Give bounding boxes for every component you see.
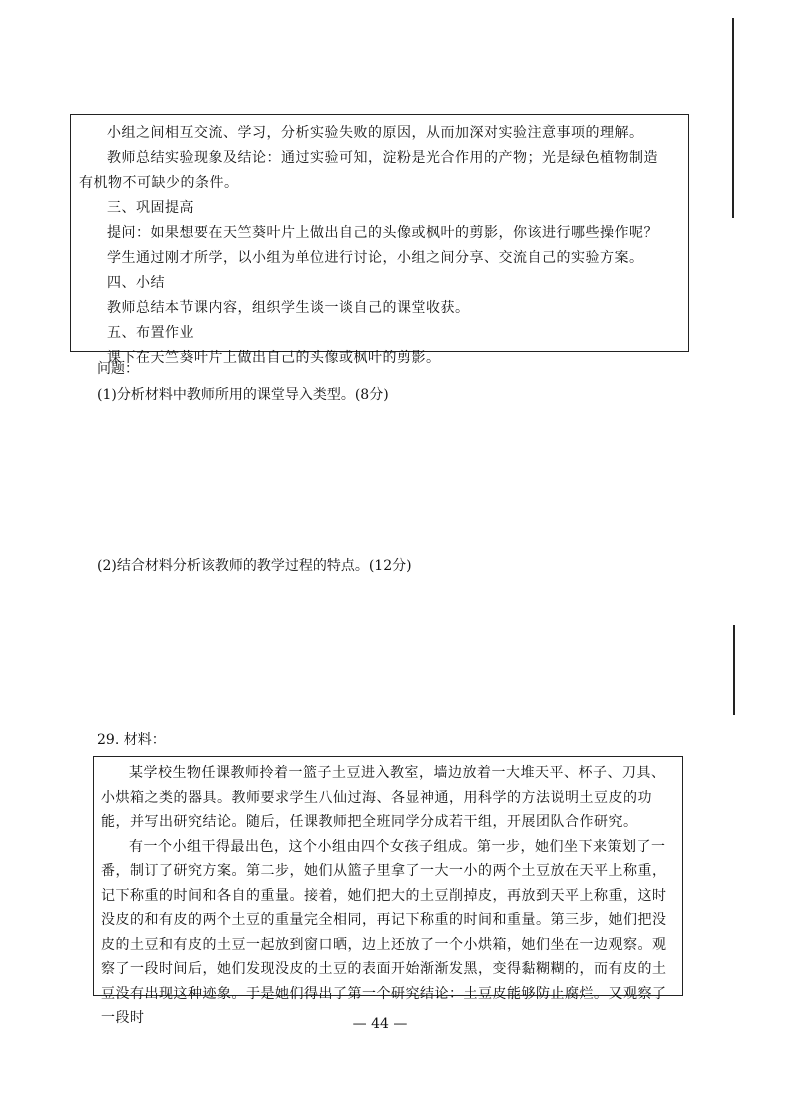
box1-line-5: 提问：如果想要在天竺葵叶片上做出自己的头像或枫叶的剪影，你该进行哪些操作呢？ [107, 225, 658, 241]
q29-paragraph-1: 某学校生物任课教师拎着一篮子土豆进入教室，墙边放着一大堆天平、杯子、刀具、小烘箱之类的器具。教师要求学生八仙过海、各显神通，用科学的方法说明土豆皮的功能，并写出研究结论。随后，任课教师把全班同学分成若干组，开展团队合作研究。 [101, 765, 666, 830]
q29-label: 29. 材料： [97, 732, 166, 748]
question-2: (2)结合材料分析该教师的教学过程的特点。(12分) [97, 558, 412, 574]
questions-label: 问题： [97, 361, 139, 377]
box1-line-8: 教师总结本节课内容，组织学生谈一谈自己的课堂收获。 [107, 300, 470, 316]
box1-line-1: 小组之间相互交流、学习，分析实验失败的原因，从而加深对实验注意事项的理解。 [107, 125, 644, 141]
box1-heading-consolidate: 三、巩固提高 [107, 200, 194, 216]
page-number: — 44 — [352, 1016, 408, 1032]
scan-edge-line-middle [733, 625, 735, 715]
question-1: (1)分析材料中教师所用的课堂导入类型。(8分) [97, 387, 389, 403]
box1-heading-summary: 四、小结 [107, 275, 165, 291]
box1-line-10: 课下在天竺葵叶片上做出自己的头像或枫叶的剪影。 [107, 350, 441, 366]
box1-line-6: 学生通过刚才所学，以小组为单位进行讨论，小组之间分享、交流自己的实验方案。 [107, 250, 644, 266]
scan-edge-line-top [732, 18, 734, 218]
box1-heading-homework: 五、布置作业 [107, 325, 194, 341]
box1-line-3: 有机物不可缺少的条件。 [79, 175, 239, 191]
box1-line-2: 教师总结实验现象及结论：通过实验可知，淀粉是光合作用的产物；光是绿色植物制造 [107, 150, 658, 166]
q29-paragraph-2: 有一个小组干得最出色，这个小组由四个女孩子组成。第一步，她们坐下来策划了一番，制订了研究方案。第二步，她们从篮子里拿了一大一小的两个土豆放在天平上称重，记下称重的时间和各自的重量。接着，她们把大的土豆削掉皮，再放到天平上称重，这时没皮的和有皮的两个土豆的重量完全相同，再记下称重的时间和重量。第三步，她们把没皮的土豆和有皮的土豆一起放到窗口晒，边上还放了一个小烘箱，她们坐在一边观察。观察了一段时间后，她们发现没皮的土豆的表面开始渐渐发黑，变得黏糊糊的，而有皮的土豆没有出现这种迹象。于是她们得出了第一个研究结论：土豆皮能够防止腐烂。又观察了一段时 [101, 838, 667, 1026]
material-box-continued [70, 114, 689, 366]
